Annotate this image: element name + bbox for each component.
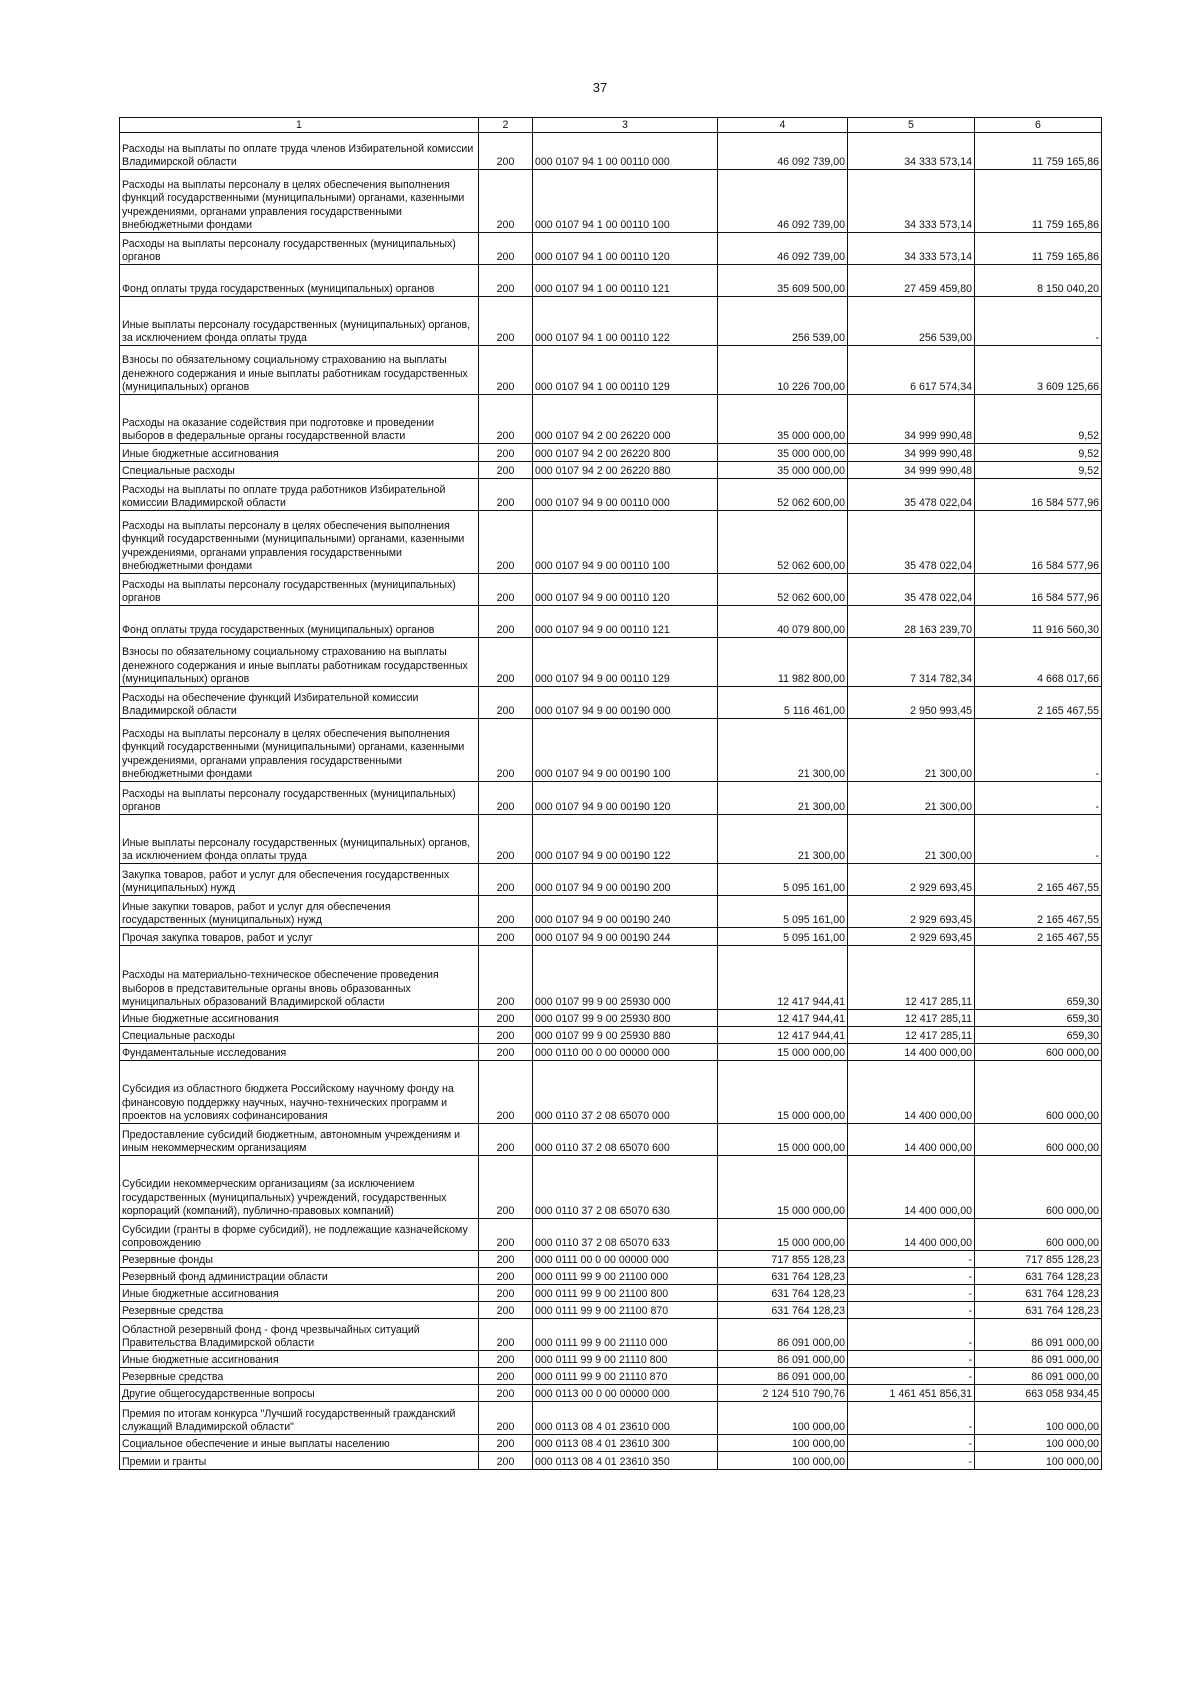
ved-code: 200	[479, 170, 533, 233]
executed-amount: 21 300,00	[848, 782, 975, 815]
executed-amount: 14 400 000,00	[848, 1156, 975, 1219]
executed-amount: 34 999 990,48	[848, 395, 975, 444]
item-name: Социальное обеспечение и иные выплаты населению	[120, 1435, 479, 1452]
unexecuted-amount: 11 759 165,86	[975, 170, 1102, 233]
ved-code: 200	[479, 815, 533, 864]
item-name: Премии и гранты	[120, 1452, 479, 1470]
executed-amount: 6 617 574,34	[848, 346, 975, 395]
executed-amount: 27 459 459,80	[848, 265, 975, 297]
unexecuted-amount: 16 584 577,96	[975, 479, 1102, 511]
unexecuted-amount: 631 764 128,23	[975, 1302, 1102, 1319]
item-name: Субсидии некоммерческим организациям (за исключением государственных (муниципальных) учреждений, государственных корпораций (компаний), публично-правовых компаний)	[120, 1156, 479, 1219]
item-name: Расходы на выплаты по оплате труда членов Избирательной комиссии Владимирской области	[120, 133, 479, 170]
table-row	[120, 1010, 1102, 1027]
item-name: Иные бюджетные ассигнования	[120, 444, 479, 462]
ved-code: 200	[479, 1027, 533, 1044]
item-name: Иные выплаты персоналу государственных (муниципальных) органов, за исключением фонда оплаты труда	[120, 815, 479, 864]
budget-classification-code: 000 0113 00 0 00 00000 000	[533, 1385, 718, 1402]
ved-code: 200	[479, 1219, 533, 1251]
item-name: Резервный фонд администрации области	[120, 1268, 479, 1285]
table-row	[120, 265, 1102, 297]
unexecuted-amount: 3 609 125,66	[975, 346, 1102, 395]
budget-classification-code: 000 0107 94 1 00 00110 122	[533, 297, 718, 346]
table-row	[120, 170, 1102, 233]
table-row	[120, 896, 1102, 928]
unexecuted-amount: -	[975, 719, 1102, 782]
approved-amount: 5 116 461,00	[718, 687, 848, 719]
executed-amount: -	[848, 1351, 975, 1368]
executed-amount: -	[848, 1402, 975, 1435]
item-name: Расходы на выплаты персоналу в целях обеспечения выполнения функций государственными (муниципальными) органами, казенными учреждениями, органами управления государственными внебюджетными фондами	[120, 511, 479, 574]
item-name: Субсидия из областного бюджета Российскому научному фонду на финансовую поддержку научных, научно-технических программ и проектов на условиях софинансирования	[120, 1061, 479, 1124]
budget-classification-code: 000 0111 99 9 00 21110 000	[533, 1319, 718, 1351]
unexecuted-amount: 2 165 467,55	[975, 928, 1102, 946]
approved-amount: 21 300,00	[718, 782, 848, 815]
unexecuted-amount: 86 091 000,00	[975, 1319, 1102, 1351]
item-name: Иные выплаты персоналу государственных (муниципальных) органов, за исключением фонда оплаты труда	[120, 297, 479, 346]
unexecuted-amount: 16 584 577,96	[975, 574, 1102, 606]
executed-amount: -	[848, 1302, 975, 1319]
budget-classification-code: 000 0107 94 9 00 00190 240	[533, 896, 718, 928]
table-row	[120, 1435, 1102, 1452]
executed-amount: 35 478 022,04	[848, 511, 975, 574]
approved-amount: 15 000 000,00	[718, 1156, 848, 1219]
approved-amount: 5 095 161,00	[718, 864, 848, 896]
budget-classification-code: 000 0110 37 2 08 65070 630	[533, 1156, 718, 1219]
item-name: Резервные средства	[120, 1368, 479, 1385]
approved-amount: 46 092 739,00	[718, 233, 848, 265]
unexecuted-amount: 8 150 040,20	[975, 265, 1102, 297]
budget-classification-code: 000 0107 94 1 00 00110 100	[533, 170, 718, 233]
unexecuted-amount: 9,52	[975, 462, 1102, 479]
budget-classification-code: 000 0107 94 1 00 00110 121	[533, 265, 718, 297]
executed-amount: 2 929 693,45	[848, 928, 975, 946]
table-row	[120, 1219, 1102, 1251]
approved-amount: 2 124 510 790,76	[718, 1385, 848, 1402]
item-name: Расходы на выплаты персоналу в целях обеспечения выполнения функций государственными (муниципальными) органами, казенными учреждениями, органами управления государственными внебюджетными фондами	[120, 719, 479, 782]
ved-code: 200	[479, 1044, 533, 1061]
executed-amount: -	[848, 1435, 975, 1452]
table-row	[120, 606, 1102, 638]
budget-classification-code: 000 0111 99 9 00 21110 800	[533, 1351, 718, 1368]
table-row	[120, 1124, 1102, 1156]
column-header: 3	[533, 118, 718, 133]
approved-amount: 15 000 000,00	[718, 1061, 848, 1124]
executed-amount: -	[848, 1319, 975, 1351]
item-name: Иные бюджетные ассигнования	[120, 1285, 479, 1302]
ved-code: 200	[479, 638, 533, 687]
ved-code: 200	[479, 1302, 533, 1319]
budget-classification-code: 000 0107 94 9 00 00190 120	[533, 782, 718, 815]
budget-classification-code: 000 0111 99 9 00 21100 800	[533, 1285, 718, 1302]
ved-code: 200	[479, 574, 533, 606]
unexecuted-amount: 659,30	[975, 946, 1102, 1010]
ved-code: 200	[479, 606, 533, 638]
item-name: Расходы на обеспечение функций Избирательной комиссии Владимирской области	[120, 687, 479, 719]
approved-amount: 86 091 000,00	[718, 1368, 848, 1385]
approved-amount: 717 855 128,23	[718, 1251, 848, 1268]
budget-classification-code: 000 0107 94 1 00 00110 129	[533, 346, 718, 395]
ved-code: 200	[479, 896, 533, 928]
unexecuted-amount: 2 165 467,55	[975, 864, 1102, 896]
item-name: Предоставление субсидий бюджетным, автономным учреждениям и иным некоммерческим организациям	[120, 1124, 479, 1156]
table-row	[120, 1156, 1102, 1219]
approved-amount: 12 417 944,41	[718, 1010, 848, 1027]
ved-code: 200	[479, 1452, 533, 1470]
unexecuted-amount: 659,30	[975, 1010, 1102, 1027]
budget-classification-code: 000 0107 99 9 00 25930 800	[533, 1010, 718, 1027]
budget-classification-code: 000 0107 94 9 00 00190 122	[533, 815, 718, 864]
budget-classification-code: 000 0107 94 9 00 00190 000	[533, 687, 718, 719]
approved-amount: 631 764 128,23	[718, 1302, 848, 1319]
budget-classification-code: 000 0113 08 4 01 23610 300	[533, 1435, 718, 1452]
item-name: Областной резервный фонд - фонд чрезвычайных ситуаций Правительства Владимирской области	[120, 1319, 479, 1351]
ved-code: 200	[479, 864, 533, 896]
unexecuted-amount: 631 764 128,23	[975, 1285, 1102, 1302]
ved-code: 200	[479, 1251, 533, 1268]
ved-code: 200	[479, 1010, 533, 1027]
unexecuted-amount: 600 000,00	[975, 1124, 1102, 1156]
item-name: Резервные фонды	[120, 1251, 479, 1268]
budget-classification-code: 000 0111 99 9 00 21100 000	[533, 1268, 718, 1285]
executed-amount: 2 950 993,45	[848, 687, 975, 719]
budget-classification-code: 000 0107 94 9 00 00190 244	[533, 928, 718, 946]
approved-amount: 40 079 800,00	[718, 606, 848, 638]
item-name: Фундаментальные исследования	[120, 1044, 479, 1061]
approved-amount: 21 300,00	[718, 815, 848, 864]
column-header: 2	[479, 118, 533, 133]
executed-amount: -	[848, 1285, 975, 1302]
table-row	[120, 1268, 1102, 1285]
budget-classification-code: 000 0107 94 9 00 00190 100	[533, 719, 718, 782]
budget-classification-code: 000 0110 37 2 08 65070 633	[533, 1219, 718, 1251]
item-name: Другие общегосударственные вопросы	[120, 1385, 479, 1402]
approved-amount: 21 300,00	[718, 719, 848, 782]
item-name: Специальные расходы	[120, 1027, 479, 1044]
table-row	[120, 1452, 1102, 1470]
ved-code: 200	[479, 511, 533, 574]
budget-classification-code: 000 0107 94 2 00 26220 880	[533, 462, 718, 479]
table-row	[120, 346, 1102, 395]
item-name: Расходы на выплаты персоналу государственных (муниципальных) органов	[120, 782, 479, 815]
executed-amount: 14 400 000,00	[848, 1124, 975, 1156]
unexecuted-amount: -	[975, 297, 1102, 346]
column-header: 6	[975, 118, 1102, 133]
item-name: Иные бюджетные ассигнования	[120, 1010, 479, 1027]
executed-amount: -	[848, 1268, 975, 1285]
item-name: Расходы на материально-техническое обеспечение проведения выборов в представительные органы вновь образованных муниципальных образований Владимирской области	[120, 946, 479, 1010]
table-row	[120, 946, 1102, 1010]
item-name: Специальные расходы	[120, 462, 479, 479]
approved-amount: 100 000,00	[718, 1452, 848, 1470]
executed-amount: 1 461 451 856,31	[848, 1385, 975, 1402]
unexecuted-amount: 11 916 560,30	[975, 606, 1102, 638]
item-name: Премия по итогам конкурса "Лучший государственный гражданский служащий Владимирской области"	[120, 1402, 479, 1435]
approved-amount: 46 092 739,00	[718, 170, 848, 233]
approved-amount: 631 764 128,23	[718, 1268, 848, 1285]
budget-classification-code: 000 0111 99 9 00 21110 870	[533, 1368, 718, 1385]
approved-amount: 52 062 600,00	[718, 479, 848, 511]
budget-classification-code: 000 0107 94 2 00 26220 800	[533, 444, 718, 462]
table-row	[120, 574, 1102, 606]
budget-classification-code: 000 0107 99 9 00 25930 880	[533, 1027, 718, 1044]
table-row	[120, 511, 1102, 574]
unexecuted-amount: 16 584 577,96	[975, 511, 1102, 574]
executed-amount: 14 400 000,00	[848, 1061, 975, 1124]
item-name: Взносы по обязательному социальному страхованию на выплаты денежного содержания и иные выплаты работникам государственных (муниципальных) органов	[120, 346, 479, 395]
executed-amount: 12 417 285,11	[848, 1010, 975, 1027]
table-row	[120, 1402, 1102, 1435]
ved-code: 200	[479, 1351, 533, 1368]
budget-execution-table	[119, 117, 1102, 1470]
ved-code: 200	[479, 687, 533, 719]
unexecuted-amount: 11 759 165,86	[975, 133, 1102, 170]
table-row	[120, 1302, 1102, 1319]
budget-classification-code: 000 0107 94 2 00 26220 000	[533, 395, 718, 444]
unexecuted-amount: 600 000,00	[975, 1219, 1102, 1251]
unexecuted-amount: 2 165 467,55	[975, 687, 1102, 719]
executed-amount: 7 314 782,34	[848, 638, 975, 687]
ved-code: 200	[479, 265, 533, 297]
table-row	[120, 815, 1102, 864]
unexecuted-amount: 86 091 000,00	[975, 1351, 1102, 1368]
item-name: Расходы на выплаты по оплате труда работников Избирательной комиссии Владимирской области	[120, 479, 479, 511]
page-number: 37	[592, 80, 608, 95]
unexecuted-amount: 2 165 467,55	[975, 896, 1102, 928]
ved-code: 200	[479, 1124, 533, 1156]
table-body	[120, 133, 1102, 1470]
budget-classification-code: 000 0107 94 9 00 00190 200	[533, 864, 718, 896]
approved-amount: 15 000 000,00	[718, 1219, 848, 1251]
table-row	[120, 1351, 1102, 1368]
approved-amount: 100 000,00	[718, 1402, 848, 1435]
approved-amount: 35 000 000,00	[718, 444, 848, 462]
approved-amount: 15 000 000,00	[718, 1044, 848, 1061]
approved-amount: 11 982 800,00	[718, 638, 848, 687]
unexecuted-amount: 100 000,00	[975, 1402, 1102, 1435]
table-row	[120, 395, 1102, 444]
budget-classification-code: 000 0107 94 9 00 00110 121	[533, 606, 718, 638]
approved-amount: 52 062 600,00	[718, 574, 848, 606]
table-row	[120, 133, 1102, 170]
table-row	[120, 1251, 1102, 1268]
item-name: Взносы по обязательному социальному страхованию на выплаты денежного содержания и иные выплаты работникам государственных (муниципальных) органов	[120, 638, 479, 687]
unexecuted-amount: -	[975, 782, 1102, 815]
unexecuted-amount: 4 668 017,66	[975, 638, 1102, 687]
table-row	[120, 1385, 1102, 1402]
approved-amount: 5 095 161,00	[718, 928, 848, 946]
approved-amount: 86 091 000,00	[718, 1351, 848, 1368]
ved-code: 200	[479, 1435, 533, 1452]
item-name: Расходы на оказание содействия при подготовке и проведении выборов в федеральные органы государственной власти	[120, 395, 479, 444]
item-name: Фонд оплаты труда государственных (муниципальных) органов	[120, 606, 479, 638]
column-header: 4	[718, 118, 848, 133]
budget-classification-code: 000 0111 00 0 00 00000 000	[533, 1251, 718, 1268]
budget-classification-code: 000 0107 94 9 00 00110 000	[533, 479, 718, 511]
executed-amount: 21 300,00	[848, 719, 975, 782]
budget-classification-code: 000 0110 37 2 08 65070 600	[533, 1124, 718, 1156]
executed-amount: 35 478 022,04	[848, 479, 975, 511]
ved-code: 200	[479, 444, 533, 462]
ved-code: 200	[479, 1268, 533, 1285]
executed-amount: 34 333 573,14	[848, 133, 975, 170]
column-header: 1	[120, 118, 479, 133]
budget-classification-code: 000 0107 94 1 00 00110 120	[533, 233, 718, 265]
table-row	[120, 1027, 1102, 1044]
item-name: Закупка товаров, работ и услуг для обеспечения государственных (муниципальных) нужд	[120, 864, 479, 896]
table-row	[120, 444, 1102, 462]
approved-amount: 46 092 739,00	[718, 133, 848, 170]
approved-amount: 631 764 128,23	[718, 1285, 848, 1302]
executed-amount: 256 539,00	[848, 297, 975, 346]
budget-classification-code: 000 0107 94 9 00 00110 100	[533, 511, 718, 574]
table-row	[120, 864, 1102, 896]
executed-amount: 2 929 693,45	[848, 864, 975, 896]
unexecuted-amount: 100 000,00	[975, 1452, 1102, 1470]
ved-code: 200	[479, 479, 533, 511]
approved-amount: 35 000 000,00	[718, 462, 848, 479]
table-row	[120, 1368, 1102, 1385]
ved-code: 200	[479, 946, 533, 1010]
unexecuted-amount: 86 091 000,00	[975, 1368, 1102, 1385]
item-name: Расходы на выплаты персоналу государственных (муниципальных) органов	[120, 233, 479, 265]
unexecuted-amount: 9,52	[975, 395, 1102, 444]
unexecuted-amount: 600 000,00	[975, 1156, 1102, 1219]
column-header: 5	[848, 118, 975, 133]
table-row	[120, 1044, 1102, 1061]
approved-amount: 15 000 000,00	[718, 1124, 848, 1156]
table-row	[120, 638, 1102, 687]
table-row	[120, 297, 1102, 346]
table-row	[120, 1319, 1102, 1351]
ved-code: 200	[479, 782, 533, 815]
budget-classification-code: 000 0110 00 0 00 00000 000	[533, 1044, 718, 1061]
ved-code: 200	[479, 233, 533, 265]
budget-classification-code: 000 0107 94 9 00 00110 120	[533, 574, 718, 606]
ved-code: 200	[479, 346, 533, 395]
item-name: Прочая закупка товаров, работ и услуг	[120, 928, 479, 946]
approved-amount: 12 417 944,41	[718, 1027, 848, 1044]
table-row	[120, 719, 1102, 782]
executed-amount: 14 400 000,00	[848, 1044, 975, 1061]
ved-code: 200	[479, 719, 533, 782]
ved-code: 200	[479, 297, 533, 346]
budget-classification-code: 000 0113 08 4 01 23610 000	[533, 1402, 718, 1435]
ved-code: 200	[479, 1156, 533, 1219]
executed-amount: 14 400 000,00	[848, 1219, 975, 1251]
ved-code: 200	[479, 1285, 533, 1302]
table-row	[120, 462, 1102, 479]
unexecuted-amount: -	[975, 815, 1102, 864]
budget-classification-code: 000 0107 99 9 00 25930 000	[533, 946, 718, 1010]
table-row	[120, 782, 1102, 815]
column-number-row	[120, 118, 1102, 133]
item-name: Субсидии (гранты в форме субсидий), не подлежащие казначейскому сопровождению	[120, 1219, 479, 1251]
executed-amount: 35 478 022,04	[848, 574, 975, 606]
approved-amount: 35 000 000,00	[718, 395, 848, 444]
approved-amount: 100 000,00	[718, 1435, 848, 1452]
ved-code: 200	[479, 1402, 533, 1435]
ved-code: 200	[479, 462, 533, 479]
approved-amount: 86 091 000,00	[718, 1319, 848, 1351]
ved-code: 200	[479, 1319, 533, 1351]
item-name: Расходы на выплаты персоналу государственных (муниципальных) органов	[120, 574, 479, 606]
unexecuted-amount: 100 000,00	[975, 1435, 1102, 1452]
executed-amount: 34 333 573,14	[848, 233, 975, 265]
ved-code: 200	[479, 928, 533, 946]
unexecuted-amount: 663 058 934,45	[975, 1385, 1102, 1402]
item-name: Расходы на выплаты персоналу в целях обеспечения выполнения функций государственными (муниципальными) органами, казенными учреждениями, органами управления государственными внебюджетными фондами	[120, 170, 479, 233]
executed-amount: 34 333 573,14	[848, 170, 975, 233]
unexecuted-amount: 9,52	[975, 444, 1102, 462]
budget-classification-code: 000 0110 37 2 08 65070 000	[533, 1061, 718, 1124]
unexecuted-amount: 600 000,00	[975, 1044, 1102, 1061]
unexecuted-amount: 600 000,00	[975, 1061, 1102, 1124]
table-row	[120, 1061, 1102, 1124]
item-name: Фонд оплаты труда государственных (муниципальных) органов	[120, 265, 479, 297]
approved-amount: 52 062 600,00	[718, 511, 848, 574]
executed-amount: 21 300,00	[848, 815, 975, 864]
approved-amount: 5 095 161,00	[718, 896, 848, 928]
executed-amount: 28 163 239,70	[848, 606, 975, 638]
approved-amount: 35 609 500,00	[718, 265, 848, 297]
unexecuted-amount: 631 764 128,23	[975, 1268, 1102, 1285]
ved-code: 200	[479, 133, 533, 170]
budget-classification-code: 000 0107 94 9 00 00110 129	[533, 638, 718, 687]
executed-amount: 34 999 990,48	[848, 462, 975, 479]
executed-amount: 2 929 693,45	[848, 896, 975, 928]
item-name: Резервные средства	[120, 1302, 479, 1319]
budget-classification-code: 000 0113 08 4 01 23610 350	[533, 1452, 718, 1470]
budget-classification-code: 000 0107 94 1 00 00110 000	[533, 133, 718, 170]
executed-amount: 34 999 990,48	[848, 444, 975, 462]
ved-code: 200	[479, 1385, 533, 1402]
table-row	[120, 687, 1102, 719]
executed-amount: -	[848, 1368, 975, 1385]
ved-code: 200	[479, 1061, 533, 1124]
approved-amount: 10 226 700,00	[718, 346, 848, 395]
approved-amount: 256 539,00	[718, 297, 848, 346]
ved-code: 200	[479, 395, 533, 444]
table-row	[120, 479, 1102, 511]
executed-amount: 12 417 285,11	[848, 946, 975, 1010]
executed-amount: -	[848, 1251, 975, 1268]
item-name: Иные бюджетные ассигнования	[120, 1351, 479, 1368]
unexecuted-amount: 659,30	[975, 1027, 1102, 1044]
ved-code: 200	[479, 1368, 533, 1385]
approved-amount: 12 417 944,41	[718, 946, 848, 1010]
executed-amount: -	[848, 1452, 975, 1470]
budget-classification-code: 000 0111 99 9 00 21100 870	[533, 1302, 718, 1319]
unexecuted-amount: 11 759 165,86	[975, 233, 1102, 265]
table-row	[120, 928, 1102, 946]
item-name: Иные закупки товаров, работ и услуг для обеспечения государственных (муниципальных) нужд	[120, 896, 479, 928]
table-row	[120, 233, 1102, 265]
table-row	[120, 1285, 1102, 1302]
executed-amount: 12 417 285,11	[848, 1027, 975, 1044]
unexecuted-amount: 717 855 128,23	[975, 1251, 1102, 1268]
